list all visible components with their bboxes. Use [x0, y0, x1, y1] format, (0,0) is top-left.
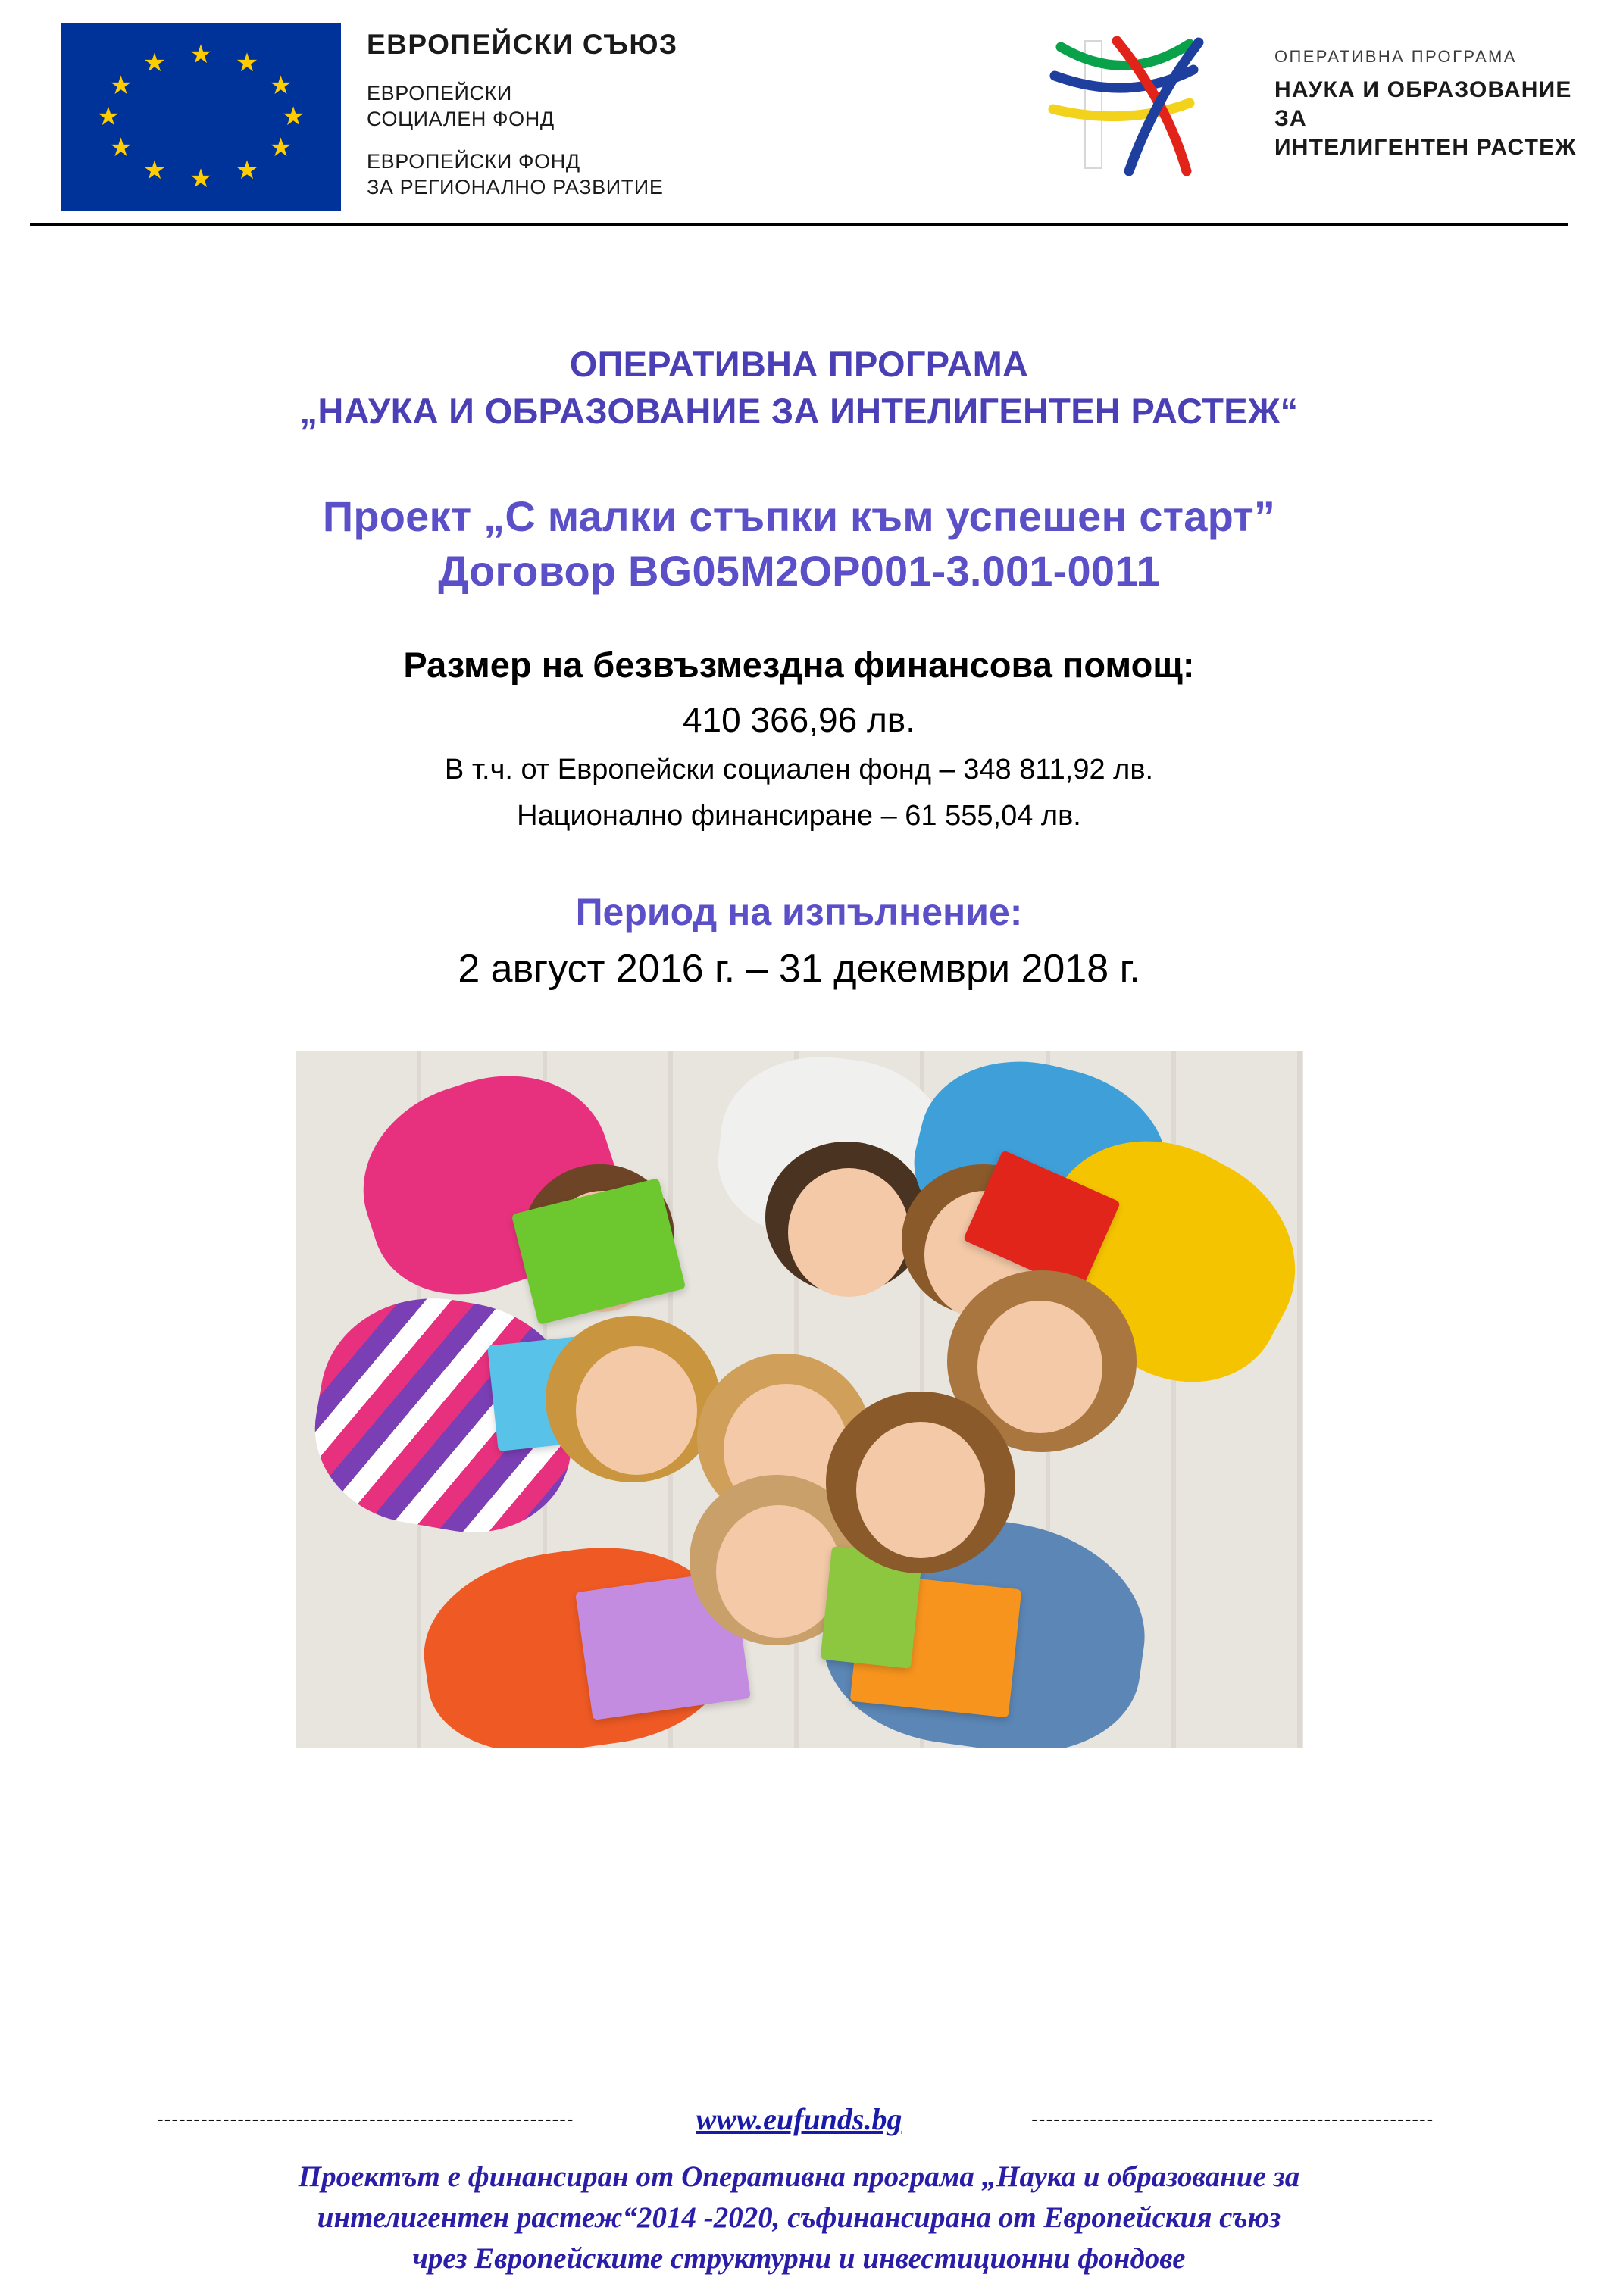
program-title-line1: ОПЕРАТИВНА ПРОГРАМА	[569, 344, 1029, 384]
header-divider	[30, 223, 1568, 226]
grant-esf-share: В т.ч. от Европейски социален фонд – 348 811,92 лв.	[444, 754, 1154, 786]
program-title-line2: „НАУКА И ОБРАЗОВАНИЕ ЗА ИНТЕЛИГЕНТЕН РАСТЕЖ“	[299, 391, 1299, 431]
children-photo	[296, 1051, 1303, 1748]
period-value: 2 август 2016 г. – 31 декември 2018 г.	[458, 947, 1140, 991]
document-footer	[0, 2101, 1598, 2279]
project-title-line1: Проект „С малки стъпки към успешен старт”	[322, 492, 1276, 540]
grant-amount: 410 366,96 лв.	[682, 700, 916, 739]
period-label: Период на изпълнение:	[575, 891, 1023, 933]
footer-dashes-left: ---------------------------------------------------------	[157, 2107, 574, 2130]
photo-child-denim-head	[856, 1422, 985, 1558]
op-big-title	[1274, 76, 1598, 162]
footer-link-row	[0, 2101, 1598, 2137]
grant-national-share: Национално финансиране – 61 555,04 лв.	[517, 800, 1081, 832]
eu-fund-social-line1: ЕВРОПЕЙСКИ	[367, 82, 512, 105]
op-big-title-line1: НАУКА И ОБРАЗОВАНИЕ ЗА	[1274, 77, 1572, 131]
project-contract-number: Договор BG05M2OP001-3.001-0011	[438, 547, 1160, 595]
eu-emblem-block	[61, 23, 678, 211]
eu-fund-regional-line2: ЗА РЕГИОНАЛНО РАЗВИТИЕ	[367, 176, 664, 198]
eu-fund-social	[367, 80, 678, 132]
document-header	[0, 0, 1598, 227]
op-logo-block	[1038, 30, 1598, 178]
photo-child-striped-head	[576, 1346, 697, 1475]
eu-text-block	[367, 23, 678, 200]
op-small-title: ОПЕРАТИВНА ПРОГРАМА	[1274, 46, 1517, 66]
footer-disclaimer	[0, 2157, 1598, 2279]
program-title	[0, 341, 1598, 435]
op-big-title-line2: ИНТЕЛИГЕНТЕН РАСТЕЖ	[1274, 134, 1577, 160]
photo-child-orange-head	[716, 1505, 841, 1638]
eu-fund-regional-line1: ЕВРОПЕЙСКИ ФОНД	[367, 150, 580, 173]
footer-dashes-right: -------------------------------------------------------	[1031, 2107, 1434, 2130]
op-text-block	[1274, 47, 1598, 162]
footer-disclaimer-line1: Проектът е финансиран от Оперативна програма „Наука и образование за	[298, 2160, 1300, 2193]
footer-disclaimer-line3: чрез Европейските структурни и инвестиционни фондове	[412, 2242, 1186, 2275]
document-body	[0, 227, 1598, 1748]
eufunds-link[interactable]: www.eufunds.bg	[696, 2102, 902, 2136]
eu-title: ЕВРОПЕЙСКИ СЪЮЗ	[367, 29, 678, 60]
eu-flag-icon: ★ ★ ★ ★ ★ ★ ★ ★ ★ ★ ★ ★	[61, 23, 341, 211]
grant-label: Размер на безвъзмездна финансова помощ:	[403, 645, 1195, 685]
eu-fund-social-line2: СОЦИАЛЕН ФОНД	[367, 108, 555, 130]
photo-child-grey-head	[788, 1168, 909, 1297]
op-program-logo-icon	[1038, 30, 1258, 178]
photo-child-yellow-head	[977, 1301, 1102, 1433]
project-title	[0, 489, 1598, 598]
footer-disclaimer-line2: интелигентен растеж“2014 -2020, съфинансирана от Европейския съюз	[317, 2201, 1281, 2234]
eu-fund-regional	[367, 148, 678, 200]
